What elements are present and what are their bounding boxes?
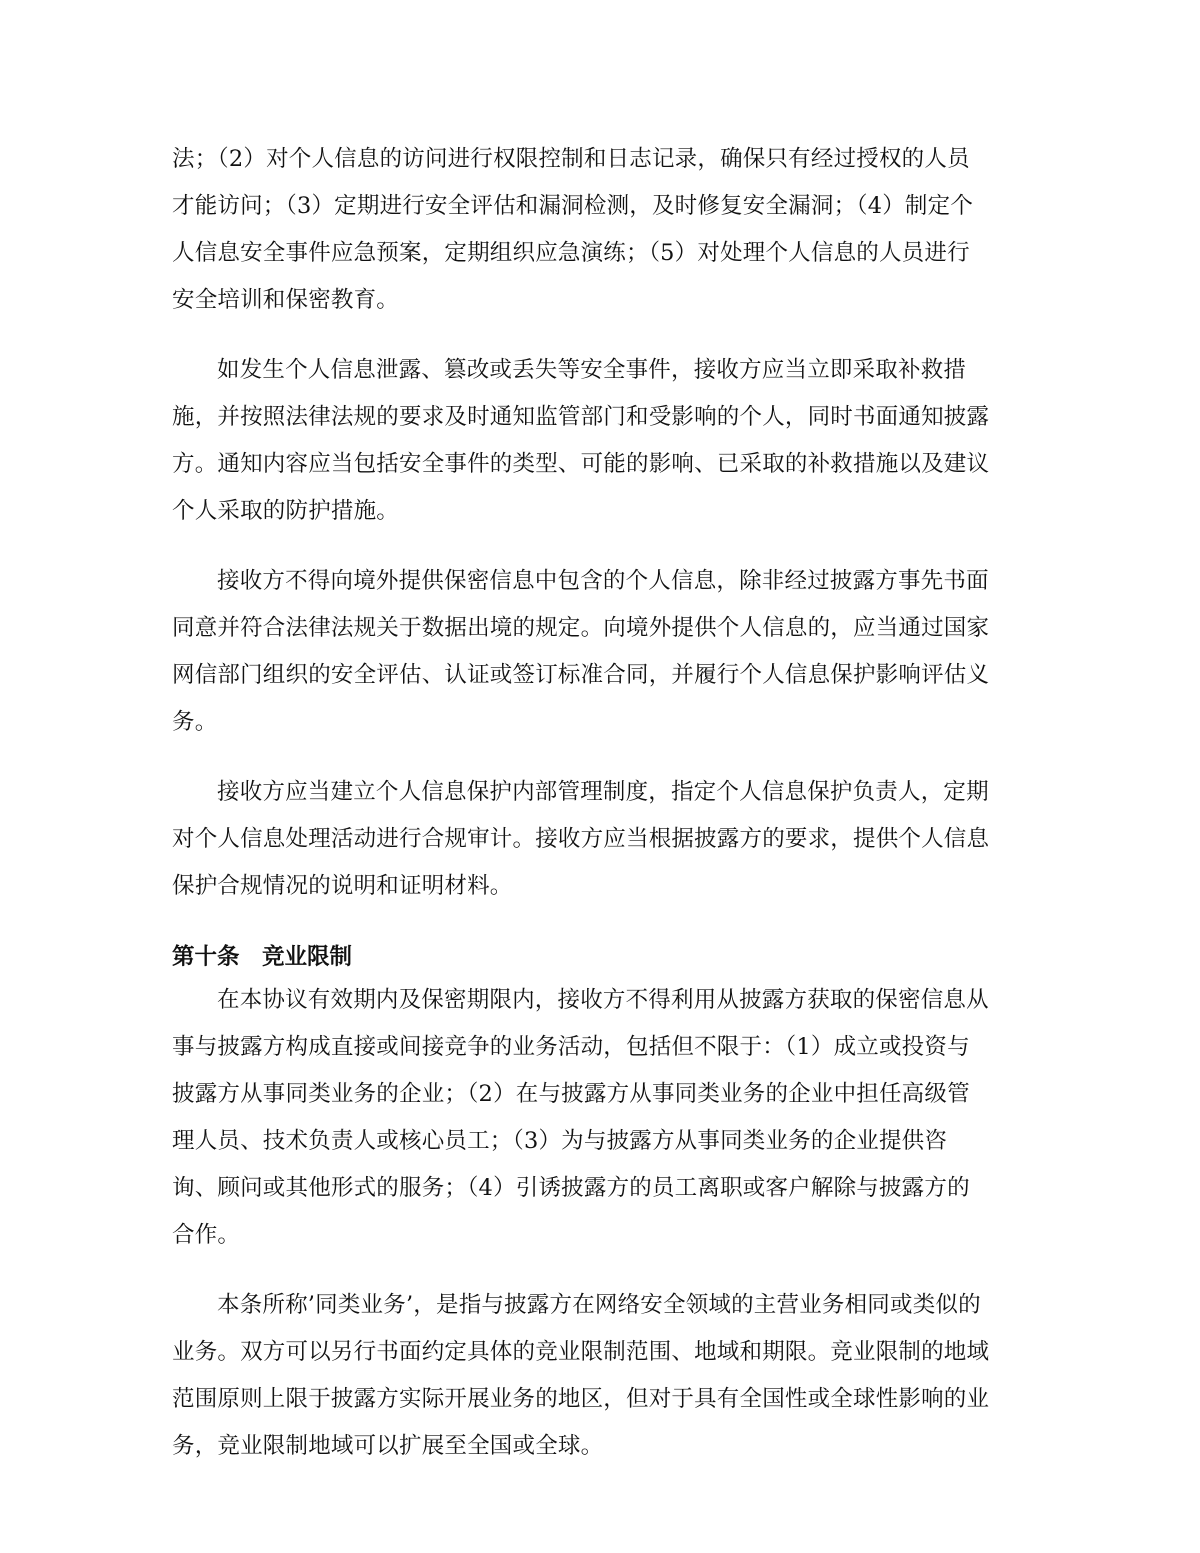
paragraph-line: 在本协议有效期内及保密期限内，接收方不得利用从披露方获取的保密信息从 — [217, 987, 989, 1013]
paragraph-line: 施，并按照法律法规的要求及时通知监管部门和受影响的个人，同时书面通知披露 — [172, 404, 990, 430]
paragraph-line: 理人员、技术负责人或核心员工；（3）为与披露方从事同类业务的企业提供咨 — [172, 1128, 948, 1154]
paragraph-line: 务，竞业限制地域可以扩展至全国或全球。 — [172, 1433, 604, 1459]
paragraph-line: 询、顾问或其他形式的服务；（4）引诱披露方的员工离职或客户解除与披露方的 — [172, 1175, 970, 1201]
paragraph-line: 合作。 — [172, 1222, 241, 1248]
paragraph-line: 接收方不得向境外提供保密信息中包含的个人信息，除非经过披露方事先书面 — [217, 568, 989, 594]
paragraph-3 — [172, 558, 1027, 746]
section-heading: 第十条 竞业限制 — [172, 944, 353, 970]
paragraph-line: 如发生个人信息泄露、篡改或丢失等安全事件，接收方应当立即采取补救措 — [217, 357, 967, 383]
section-paragraph-2 — [172, 1282, 1027, 1470]
paragraph-line: 接收方应当建立个人信息保护内部管理制度，指定个人信息保护负责人，定期 — [217, 779, 989, 805]
paragraph-line: 网信部门组织的安全评估、认证或签订标准合同，并履行个人信息保护影响评估义 — [172, 662, 990, 688]
paragraph-line: 对个人信息处理活动进行合规审计。接收方应当根据披露方的要求，提供个人信息 — [172, 826, 990, 852]
paragraph-line: 披露方从事同类业务的企业；（2）在与披露方从事同类业务的企业中担任高级管 — [172, 1081, 970, 1107]
paragraph-line: 保护合规情况的说明和证明材料。 — [172, 873, 513, 899]
paragraph-4 — [172, 769, 1027, 910]
paragraph-line: 人信息安全事件应急预案，定期组织应急演练；（5）对处理个人信息的人员进行 — [172, 240, 970, 266]
paragraph-line: 方。通知内容应当包括安全事件的类型、可能的影响、已采取的补救措施以及建议 — [172, 451, 990, 477]
document-body — [172, 136, 1027, 1470]
paragraph-line: 个人采取的防护措施。 — [172, 498, 400, 524]
paragraph-line: 同意并符合法律法规关于数据出境的规定。向境外提供个人信息的，应当通过国家 — [172, 615, 990, 641]
paragraph-line: 才能访问；（3）定期进行安全评估和漏洞检测，及时修复安全漏洞；（4）制定个 — [172, 193, 974, 219]
paragraph-line: 法；（2）对个人信息的访问进行权限控制和日志记录，确保只有经过授权的人员 — [172, 146, 970, 172]
paragraph-line: 安全培训和保密教育。 — [172, 287, 400, 313]
paragraph-line: 务。 — [172, 709, 218, 735]
paragraph-line: 事与披露方构成直接或间接竞争的业务活动，包括但不限于：（1）成立或投资与 — [172, 1034, 970, 1060]
paragraph-line: 本条所称’同类业务’，是指与披露方在网络安全领域的主营业务相同或类似的 — [217, 1292, 981, 1318]
paragraph-line: 业务。双方可以另行书面约定具体的竞业限制范围、地域和期限。竞业限制的地域 — [172, 1339, 990, 1365]
paragraph-line: 范围原则上限于披露方实际开展业务的地区，但对于具有全国性或全球性影响的业 — [172, 1386, 990, 1412]
paragraph-2 — [172, 347, 1027, 535]
section-paragraph-1 — [172, 977, 1027, 1259]
paragraph-1 — [172, 136, 1027, 324]
